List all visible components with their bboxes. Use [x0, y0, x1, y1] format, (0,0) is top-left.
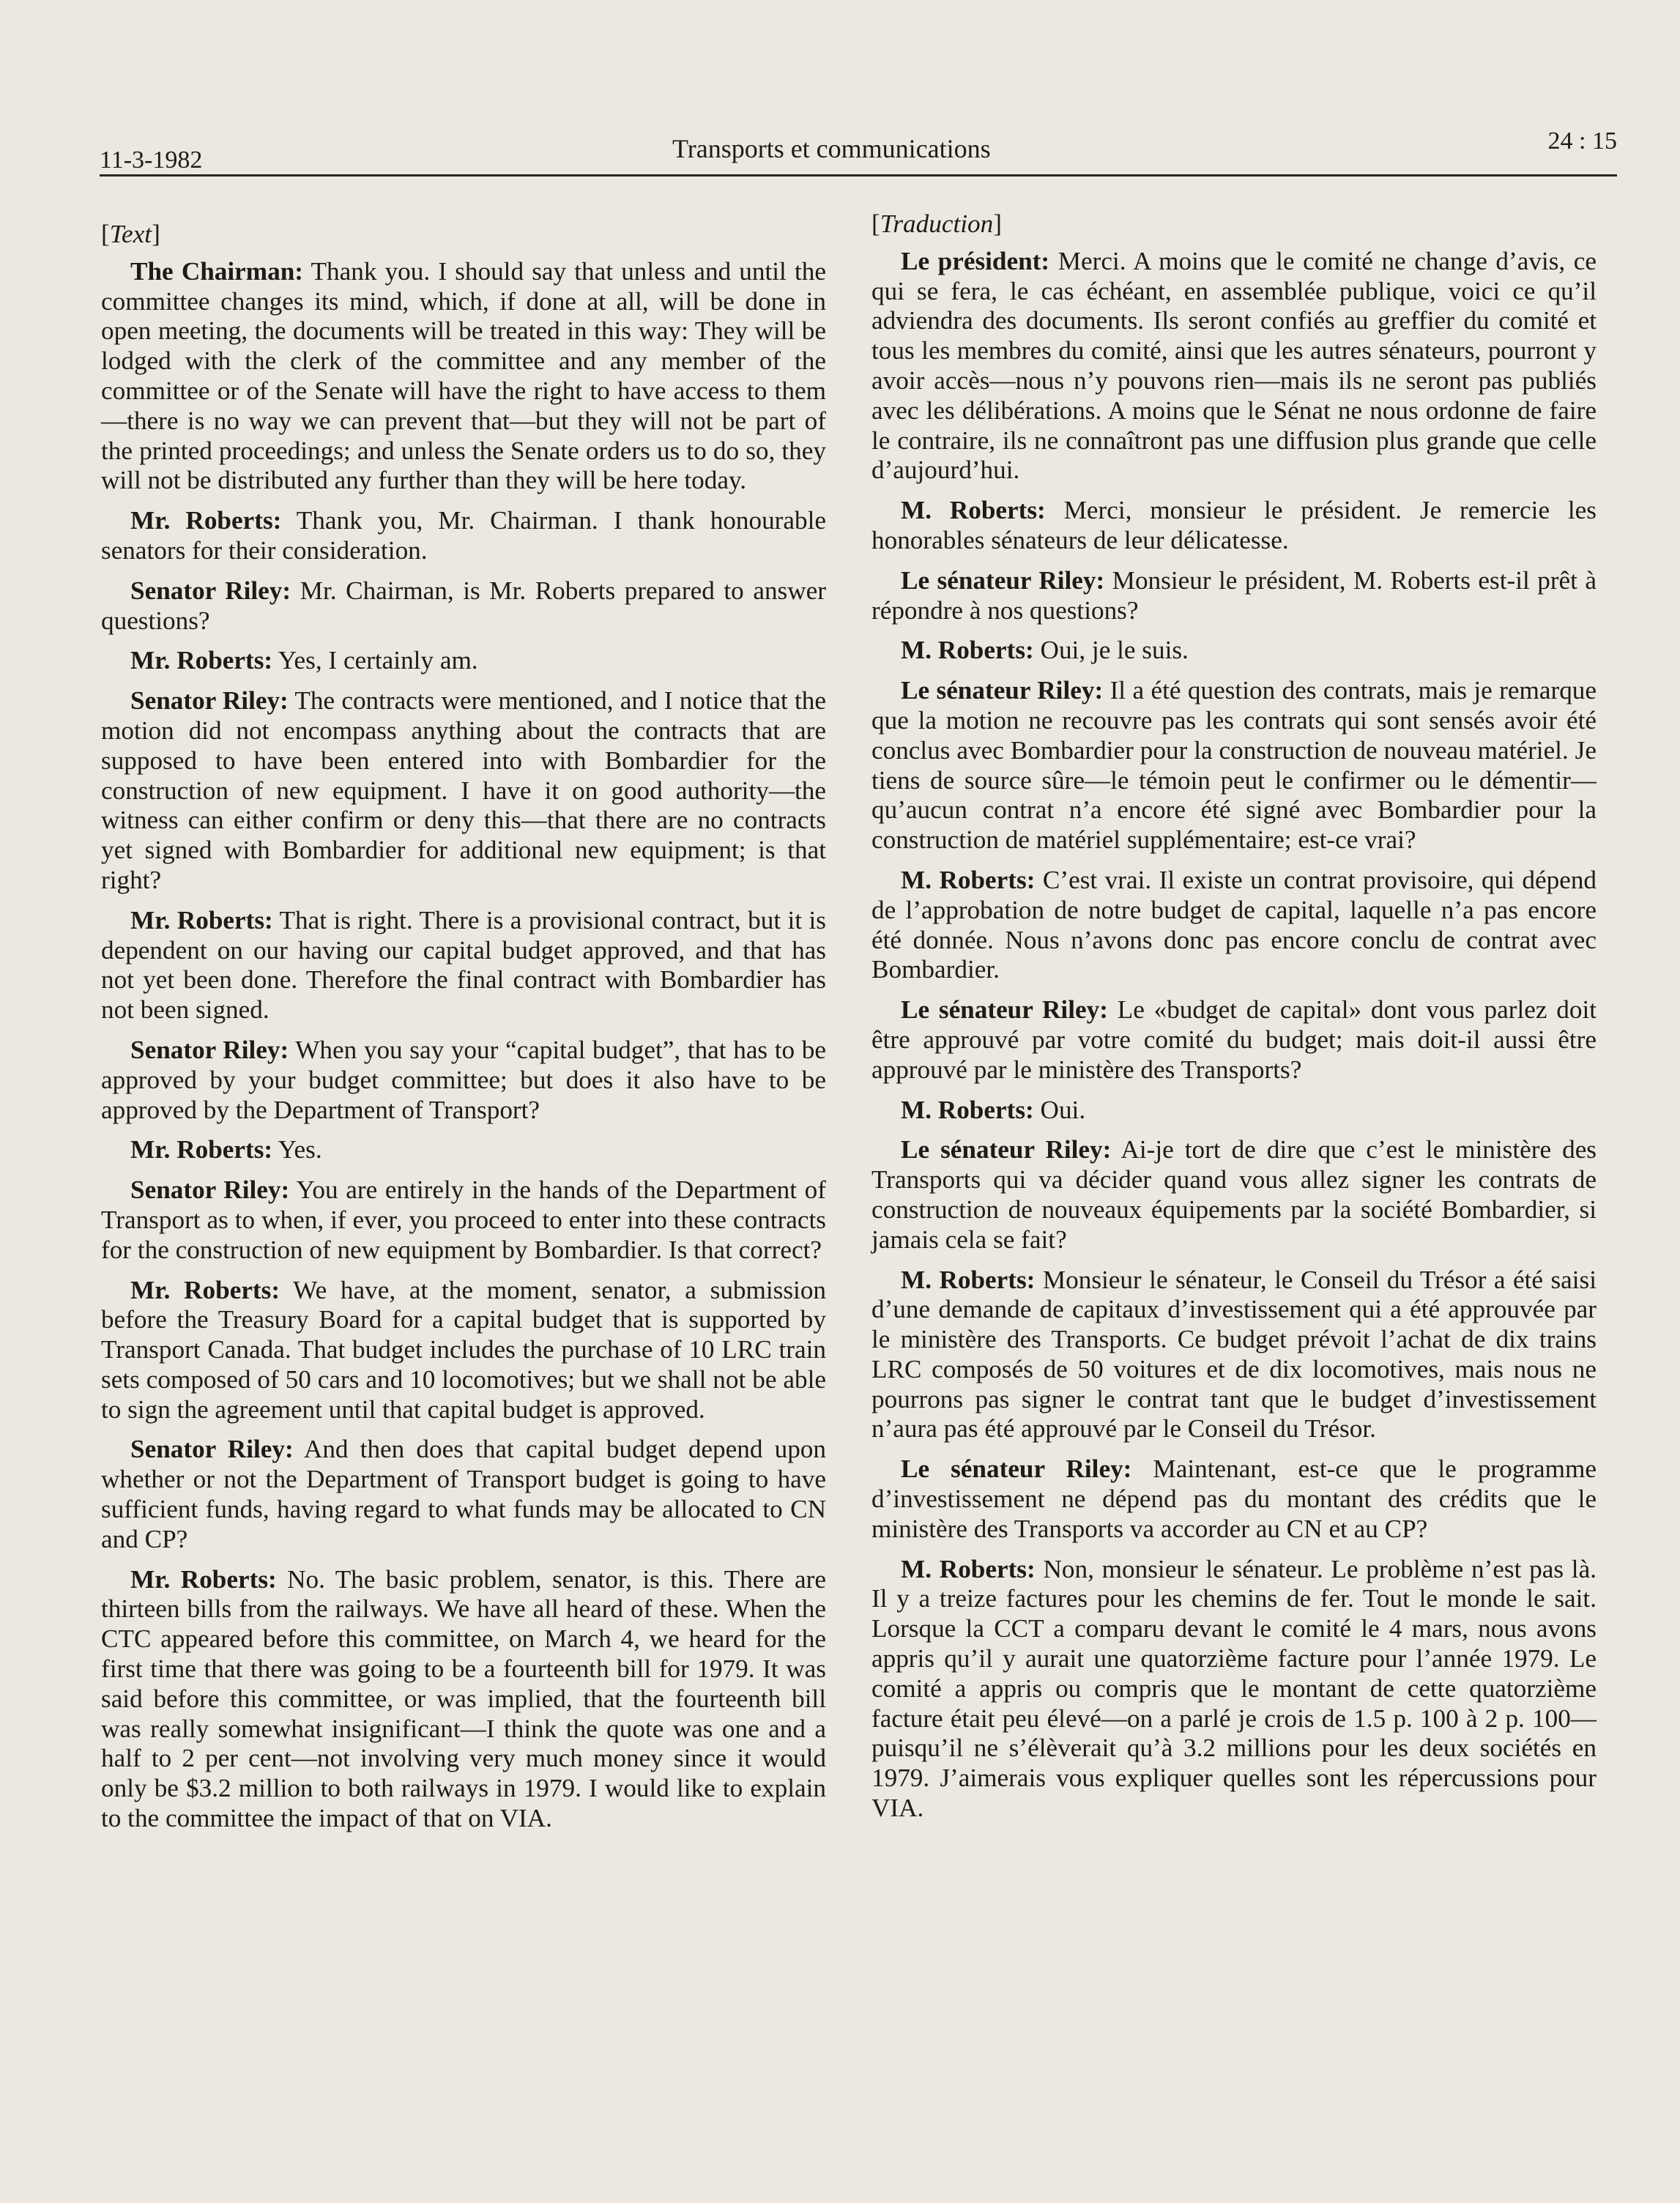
speech-text: Oui, je le suis.: [1033, 636, 1189, 665]
speech-text: You are entirely in the hands of the Department of Transport as to when, if ever, you proceed to enter into these contracts for the construction of new equipment by Bombardier. Is that correct?: [101, 1175, 826, 1264]
speech-paragraph: [871, 995, 1597, 1085]
header-date: 11-3-1982: [100, 146, 203, 174]
speaker-name: Le sénateur Riley:: [901, 565, 1105, 595]
speech-text: And then does that capital budget depend upon whether or not the Department of Transport budget is going to have sufficient funds, having regard to what funds may be allocated to CN and CP?: [101, 1435, 826, 1553]
speech-paragraph: [871, 676, 1597, 855]
speech-text: That is right. There is a provisional contract, but it is dependent on our having our capital budget approved, and that has not yet been done. Therefore the final contract with Bombardier has not been signed.: [101, 905, 826, 1025]
page-header: [100, 129, 1617, 180]
speech-paragraph: [871, 1555, 1597, 1824]
page-number: 24 : 15: [1547, 127, 1617, 155]
speaker-name: M. Roberts:: [901, 496, 1046, 525]
speech-paragraph: [101, 1565, 826, 1834]
speaker-name: M. Roberts:: [901, 1095, 1034, 1124]
speaker-name: Mr. Roberts:: [130, 646, 273, 675]
speaker-name: Senator Riley:: [130, 686, 289, 716]
speech-text: We have, at the moment, senator, a submission before the Treasury Board for a capital budget that is supported by Transport Canada. That budget includes the purchase of 10 LRC train sets composed of 50 cars and 10 locomotives; but we shall not be able to sign the agreement until that capital budget is approved.: [101, 1275, 827, 1424]
speech-paragraph: [101, 1135, 826, 1165]
speech-paragraph: [871, 496, 1597, 556]
speech-text: Le «budget de capital» dont vous parlez doit être approuvé par votre comité du budget; mais doit-il aussi être approuvé par le ministère des Transports?: [871, 995, 1597, 1084]
speaker-name: Senator Riley:: [130, 576, 291, 605]
speaker-name: Le sénateur Riley:: [901, 995, 1108, 1025]
speech-text: Non, monsieur le sénateur. Le problème n’est pas là. Il y a treize factures pour les chemins de fer. Tout le monde le sait. Lorsque la CCT a comparu devant le comité le 4 mars, nous avons appris qu’il y aurait une quatorzième facture pour l’année 1979. Le comité a appris ou compris que le montant de cette quatorzième facture était peu élevé—on a parlé je crois de 1.5 p. 100 à 2 p. 100—puisqu’il ne s’élèverait qu’à 3.2 millions pour les deux sociétés en 1979. J’aimerais vous expliquer quelles sont les répercussions pour VIA.: [871, 1554, 1597, 1823]
speech-paragraph: [871, 866, 1597, 985]
speaker-name: Le sénateur Riley:: [901, 1135, 1112, 1164]
speech-paragraph: [101, 257, 826, 496]
speech-text: Ai-je tort de dire que c’est le ministère des Transports qui va décider quand vous allez signer les contrats de construction de nouveaux équipements par la société Bombardier, si jamais cela se fait?: [871, 1135, 1597, 1254]
speaker-name: Mr. Roberts:: [130, 1275, 280, 1304]
speech-text: Monsieur le sénateur, le Conseil du Trésor a été saisi d’une demande de capitaux d’investissement qui a été approuvée par le ministère des Transports. Ce budget prévoit l’achat de dix trains LRC composés de 50 voitures et de dix locomotives, mais nous ne pourrons pas signer le contrat tant que le budget d’investissement n’aura pas été approuvé par le Conseil du Trésor.: [871, 1265, 1597, 1444]
speech-paragraph: [871, 1135, 1597, 1255]
speaker-name: Le sénateur Riley:: [901, 1455, 1132, 1484]
speech-paragraph: [101, 1175, 826, 1265]
speech-paragraph: [101, 646, 826, 676]
speech-text: Thank you, Mr. Chairman. I thank honourable senators for their consideration.: [101, 506, 827, 565]
speech-text: Mr. Chairman, is Mr. Roberts prepared to answer questions?: [101, 576, 826, 635]
speech-text: C’est vrai. Il existe un contrat provisoire, qui dépend de l’approbation de notre budget de capital, laquelle n’a pas encore été donnée. Nous n’avons donc pas encore conclu de contrat avec Bombardier.: [871, 865, 1597, 984]
speech-paragraph: [871, 247, 1597, 486]
speaker-name: Le président:: [901, 246, 1050, 275]
speaker-name: M. Roberts:: [901, 865, 1036, 894]
speech-paragraph: [871, 636, 1597, 666]
section-label-text: Traduction: [880, 209, 994, 238]
speaker-name: Mr. Roberts:: [130, 905, 273, 935]
speaker-name: M. Roberts:: [901, 1554, 1036, 1583]
speaker-name: Mr. Roberts:: [130, 506, 282, 535]
speaker-name: The Chairman:: [130, 256, 303, 286]
french-column: [871, 209, 1597, 1834]
speaker-name: Mr. Roberts:: [130, 1564, 277, 1594]
speech-text: Thank you. I should say that unless and until the committee changes its mind, which, if done at all, will be done in open meeting, the documents will be treated in this way: They will be lodged with the clerk of the committee and any member of the committee or of the Senate will have the right to have access to them—there is no way we can prevent that—but they will not be part of the printed proceedings; and unless the Senate orders us to do so, they will not be distributed any further than they will be here today.: [101, 256, 826, 495]
speech-text: When you say your “capital budget”, that has to be approved by your budget committee; but does it also have to be approved by the Department of Transport?: [101, 1035, 826, 1124]
speech-text: Il a été question des contrats, mais je remarque que la motion ne recouvre pas les contrats qui sont sensés avoir été conclus avec Bombardier pour la construction de nouveau matériel. Je tiens de source sûre—le témoin peut le confirmer ou le démentir—qu’aucun contrat n’a encore été signé avec Bombardier pour la construction de matériel supplémentaire; est-ce vrai?: [871, 676, 1597, 855]
speaker-name: Senator Riley:: [130, 1035, 289, 1064]
speech-paragraph: [101, 1435, 826, 1554]
speaker-name: Senator Riley:: [130, 1175, 290, 1205]
speech-paragraph: [101, 576, 826, 636]
section-label: [Text]: [101, 220, 160, 248]
speech-paragraph: [101, 1276, 826, 1425]
speech-text: The contracts were mentioned, and I notice that the motion did not encompass anything about the contracts that are supposed to have been entered into with Bombardier for the construction of new equipment. I have it on good authority—the witness can either confirm or deny this—that there are no contracts yet signed with Bombardier for additional new equipment; is that right?: [101, 686, 826, 894]
speech-paragraph: [871, 1455, 1597, 1544]
speaker-name: M. Roberts:: [901, 1265, 1036, 1294]
speech-text: Monsieur le président, M. Roberts est-il prêt à répondre à nos questions?: [871, 565, 1597, 625]
english-column: [101, 220, 826, 1844]
speech-paragraph: [101, 506, 826, 566]
speech-text: Merci, monsieur le président. Je remercie les honorables sénateurs de leur délicatesse.: [871, 496, 1597, 554]
header-title: Transports et communications: [672, 134, 991, 163]
speech-paragraph: [101, 1036, 826, 1125]
header-rule: [100, 174, 1617, 177]
speech-paragraph: [871, 1266, 1597, 1445]
speech-text: Maintenant, est-ce que le programme d’investissement ne dépend pas du montant des crédits que le ministère des Transports va accorder au CN et au CP?: [871, 1455, 1597, 1543]
speaker-name: Mr. Roberts:: [130, 1135, 273, 1164]
section-label: [Traduction]: [871, 209, 1002, 238]
speech-text: No. The basic problem, senator, is this. There are thirteen bills from the railways. We have all heard of these. When the CTC appeared before this committee, on March 4, we heard for the first time that there was going to be a fourteenth bill for 1979. It was said before this committee, or was implied, that the fourteenth bill was really somewhat insignificant—I think the quote was one and a half to 2 per cent—not involving very much money since it would only be $3.2 million to both railways in 1979. I would like to explain to the committee the impact of that on VIA.: [101, 1564, 826, 1833]
speaker-name: Senator Riley:: [130, 1435, 294, 1464]
speech-text: Merci. A moins que le comité ne change d’avis, ce qui se fera, le cas échéant, en assemblée publique, voici ce qu’il adviendra des documents. Ils seront confiés au greffier du comité et tous les membres du comité, ainsi que les autres sénateurs, pourront y avoir accès—nous n’y pouvons rien—mais ils ne seront pas publiés avec les délibérations. A moins que le Sénat ne nous ordonne de faire le contraire, ils ne connaîtront pas une diffusion plus grande que celle d’aujourd’hui.: [871, 246, 1597, 485]
speech-paragraph: [871, 566, 1597, 626]
speech-text: Yes.: [272, 1135, 322, 1164]
speech-paragraph: [101, 686, 826, 896]
speech-paragraph: [871, 1096, 1597, 1126]
speech-paragraph: [101, 906, 826, 1025]
speech-text: Oui.: [1033, 1095, 1086, 1124]
speaker-name: M. Roberts:: [901, 636, 1034, 665]
section-label-text: Text: [109, 220, 152, 248]
speech-text: Yes, I certainly am.: [272, 646, 478, 675]
speaker-name: Le sénateur Riley:: [901, 676, 1104, 705]
